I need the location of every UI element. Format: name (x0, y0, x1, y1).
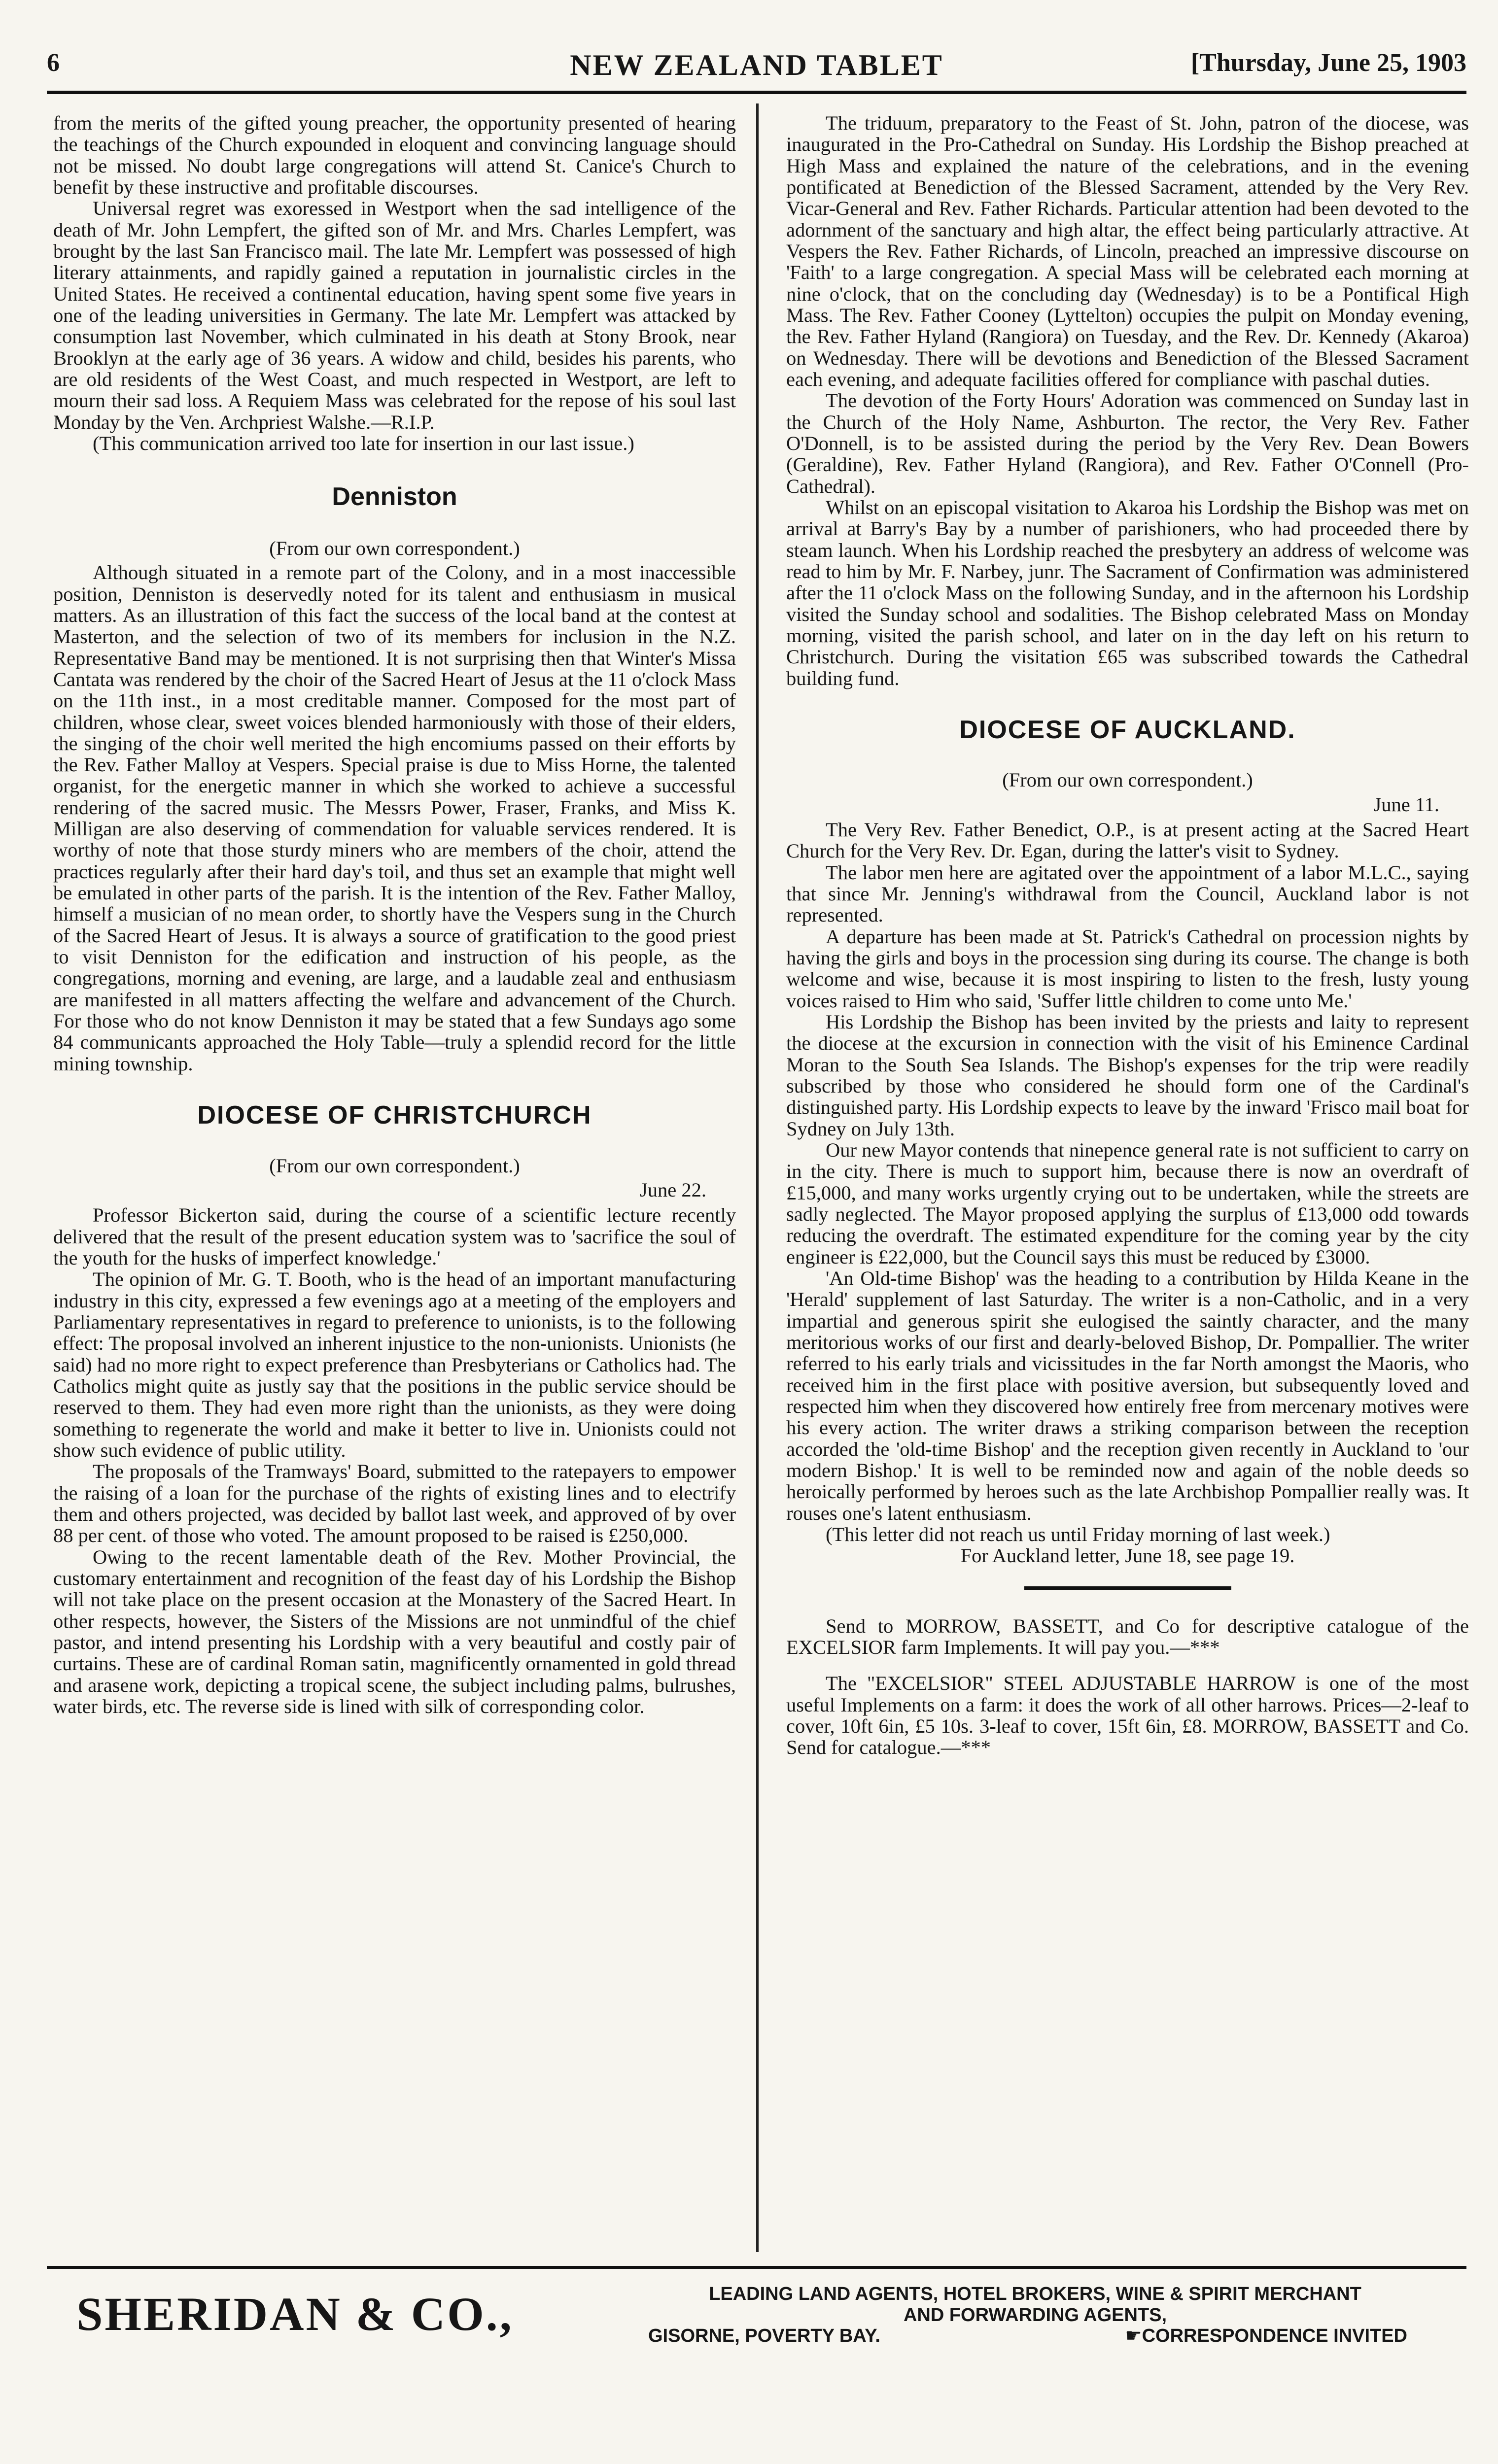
article-paragraph: Whilst on an episcopal visitation to Akaroa his Lordship the Bishop was met on arrival at Barry's Bay by a number of parishioners, who had proceeded there by steam launch. When his Lordship reached the presbytery an address of welcome was read to him by Mr. F. Narbey, junr. The Sacrament of Confirmation was administered after the 11 o'clock Mass on the following Sunday, and in the afternoon his Lordship visited the Sunday school and sodalities. The Bishop celebrated Mass on Monday morning, visited the parish school, and later on in the day left on his return to Christchurch. During the visitation £65 was subscribed towards the Cathedral building fund. (786, 496, 1469, 689)
article-paragraph: Universal regret was exoressed in Westport when the sad intelligence of the death of Mr. John Lempfert, the gifted son of Mr. and Mrs. Charles Lempfert, was brought by the last San Francisco mail. The late Mr. Lempfert was possessed of high literary attainments, and rapidly gained a reputation in journalistic circles in the United States. He received a continental education, having spent some five years in one of the leading universities in Germany. The late Mr. Lempfert was attacked by consumption last November, which culminated in his death at Stony Brook, near Brooklyn at the early age of 36 years. A widow and child, besides his parents, who are old residents of the West Coast, and much respected in Westport, are left to mourn their sad loss. A Requiem Mass was celebrated for the repose of his soul last Monday by the Ven. Archpriest Walshe.—R.I.P. (53, 197, 736, 433)
advertiser-location: GISORNE, POVERTY BAY. (648, 2326, 880, 2347)
dateline: June 22. (640, 1179, 706, 1201)
article-paragraph: The opinion of Mr. G. T. Booth, who is the head of an important manufacturing industry in this city, expressed a few evenings ago at a meeting of the employers and Parliamentary representatives in regard to preference to unionists, is to the following effect: The proposal involved an inherent injustice to the non-unionists. Unionists (he said) had no more right to expect preference than Presbyterians or Catholics had. The Catholics might quite as justly say that the positions in the public service should be reserved to them. They had even more right than the unionists, as they were doing something to regenerate the world and make it better to live in. Unionists could not show such evidence of public utility. (53, 1268, 736, 1461)
header-rule (47, 91, 1466, 94)
correspondent-credit: (From our own correspondent.) (269, 1154, 520, 1177)
dateline: June 11. (1373, 793, 1439, 816)
article-paragraph: The devotion of the Forty Hours' Adoration was commenced on Sunday last in the Church of the Holy Name, Ashburton. The rector, the Very Rev. Father O'Donnell, is to be assisted during the period by the Very Rev. Dean Bowers (Geraldine), Rev. Father Hyland (Rangiora), and Rev. Father O'Connell (Pro-Cathedral). (786, 389, 1469, 497)
masthead-title: NEW ZEALAND TABLET (570, 49, 943, 81)
advertisement-notice: The "EXCELSIOR" STEEL ADJUSTABLE HARROW is one of the most useful Implements on a farm: it does the work of all other harrows. Prices—2-leaf to cover, 10ft 6in, £5 10s. 3-leaf to cover, 15ft 6in, £8. MORROW, BASSETT and Co. Send for catalogue.—*** (786, 1672, 1469, 1759)
section-divider (1024, 1586, 1231, 1590)
section-heading-denniston: Denniston (332, 482, 457, 512)
article-paragraph: A departure has been made at St. Patrick's Cathedral on procession nights by having the girls and boys in the procession sing during its course. The change is both welcome and wise, because it is most inspiring to listen to the fresh, lusty young voices raised to Him who said, 'Suffer little children to come unto Me.' (786, 925, 1469, 1012)
advertiser-name: SHERIDAN & CO., (76, 2288, 514, 2340)
article-paragraph: Although situated in a remote part of the Colony, and in a most inaccessible position, Denniston is deservedly noted for its talent and enthusiasm in musical matters. As an illustration of this fact the success of the local band at the contest at Masterton, and the selection of two of its members for inclusion in the N.Z. Representative Band may be mentioned. It is not surprising then that Winter's Missa Cantata was rendered by the choir of the Sacred Heart of Jesus at the 11 o'clock Mass on the 11th inst., in a most creditable manner. Composed for the most part of children, whose clear, sweet voices blended harmoniously with those of their elders, the singing of the choir well merited the high encomiums passed on their efforts by the Rev. Father Malloy at Vespers. Special praise is due to Miss Horne, the talented organist, for the energetic manner in which she worked to achieve a successful rendering of the sacred music. The Messrs Power, Fraser, Franks, and Miss K. Milligan are also deserving of commendation for valuable services rendered. It is worthy of note that those sturdy miners who are members of the choir, attend the practices regularly after their hard day's toil, and thus set an example that might well be emulated in other parts of the parish. It is the intention of the Rev. Father Malloy, himself a musician of no mean order, to shortly have the Vespers sung in the Church of the Sacred Heart of Jesus. It is always a source of gratification to the good priest to visit Denniston for the edification and instruction of his people, as the congregations, morning and evening, are large, and a laudable zeal and enthusiasm are manifested in all matters affecting the welfare and advancement of the Church. For those who do not know Denniston it may be stated that a few Sundays ago some 84 communicants approached the Holy Table—truly a splendid record for the little mining township. (53, 561, 736, 1075)
article-paragraph: 'An Old-time Bishop' was the heading to a contribution by Hilda Keane in the 'Herald' supplement of last Saturday. The writer is a non-Catholic, and in a very impartial and generous spirit she eulogised the saintly character, and the many meritorious works of our first and dearly-beloved Bishop, Dr. Pompallier. The writer referred to his early trials and vicissitudes in the far North amongst the Maoris, who received him in the first place with positive aversion, but subsequently loved and respected him when they discovered how entirely free from mercenary motives were his every action. The writer draws a striking comparison between the reception accorded the 'old-time Bishop' and the reception given recently in Auckland to 'our modern Bishop.' It is well to be reminded now and again of the noble deeds so heroically performed by heroes such as the late Archbishop Pompallier really was. It rouses one's latent enthusiasm. (786, 1267, 1469, 1524)
correspondent-credit: (From our own correspondent.) (1002, 769, 1253, 791)
advertiser-line-3 (604, 2326, 1466, 2347)
article-paragraph: The triduum, preparatory to the Feast of St. John, patron of the diocese, was inaugurated in the Pro-Cathedral on Sunday. His Lordship the Bishop preached at High Mass and explained the nature of the celebrations, and in the evening pontificated at Benediction of the Blessed Sacrament, attended by the Very Rev. Vicar-General and Rev. Father Richards. Particular attention had been devoted to the adornment of the sanctuary and high altar, the effect being particularly attractive. At Vespers the Rev. Father Richards, of Lincoln, preached an impressive discourse on 'Faith' to a large congregation. A special Mass will be celebrated each morning at nine o'clock, that on the concluding day (Wednesday) is to be a Pontifical High Mass. The Rev. Father Cooney (Lyttelton) occupies the pulpit on Monday evening, the Rev. Father Hyland (Rangiora) on Tuesday, and the Rev. Dr. Kennedy (Akaroa) on Wednesday. There will be devotions and Benediction of the Blessed Sacrament each evening, and adequate facilities offered for compliance with paschal duties. (786, 112, 1469, 390)
article-paragraph: from the merits of the gifted young preacher, the opportunity presented of hearing the teachings of the Church expounded in eloquent and convincing language should not be missed. No doubt large congregations will attend St. Canice's Church to benefit by these instructive and profitable discourses. (53, 112, 736, 198)
article-paragraph: His Lordship the Bishop has been invited by the priests and laity to represent the diocese at the excursion in connection with the visit of his Eminence Cardinal Moran to the South Sea Islands. The Bishop's expenses for the trip were readily subscribed by those who considered he should form one of the Cardinal's distinguished party. His Lordship expects to leave by the inward 'Frisco mail boat for Sydney on July 13th. (786, 1011, 1469, 1140)
page-header (47, 48, 1466, 83)
advertiser-correspondence: ☛CORRESPONDENCE INVITED (1125, 2326, 1407, 2347)
advertiser-details (604, 2284, 1466, 2347)
advertiser-line: AND FORWARDING AGENTS, (903, 2304, 1167, 2326)
article-paragraph: The Very Rev. Father Benedict, O.P., is at present acting at the Sacred Heart Church for the Very Rev. Dr. Egan, during the latter's visit to Sydney. (786, 819, 1469, 862)
article-paragraph: Our new Mayor contends that ninepence general rate is not sufficient to carry on in the city. There is much to support him, because there is now an overdraft of £15,000, and many works urgently crying out to be undertaken, while the streets are sadly neglected. The Mayor proposed applying the surplus of £13,000 odd towards reducing the overdraft. The estimated expenditure for the coming year by the city engineer is £22,000, but the Council says this must be reduced by £3000. (786, 1139, 1469, 1268)
page-number: 6 (47, 49, 60, 77)
article-paragraph: Owing to the recent lamentable death of the Rev. Mother Provincial, the customary entertainment and recognition of the feast day of his Lordship the Bishop will not take place on the present occasion at the Monastery of the Sacred Heart. In other respects, however, the Sisters of the Missions are not unmindful of the chief pastor, and intend presenting his Lordship with a very beautiful and costly pair of curtains. These are of cardinal Roman satin, magnificently ornamented in gold thread and arasene work, depicting a tropical scene, the subject including palms, bulrushes, water birds, etc. The reverse side is lined with silk of corresponding color. (53, 1545, 736, 1717)
left-column (53, 112, 736, 1717)
right-column (786, 112, 1469, 1758)
article-paragraph: Professor Bickerton said, during the course of a scientific lecture recently delivered that the result of the present education system was to 'sacrifice the soul of the youth for the husks of imperfect knowledge.' (53, 1204, 736, 1269)
footer-rule (47, 2266, 1466, 2269)
advertiser-line: LEADING LAND AGENTS, HOTEL BROKERS, WINE & SPIRIT MERCHANT (709, 2284, 1361, 2304)
cross-reference-note: For Auckland letter, June 18, see page 19. (960, 1544, 1295, 1567)
article-paragraph: The labor men here are agitated over the appointment of a labor M.L.C., saying that since Mr. Jenning's withdrawal from the Council, Auckland labor is not represented. (786, 861, 1469, 926)
advertisement-notice: Send to MORROW, BASSETT, and Co for descriptive catalogue of the EXCELSIOR farm Implements. It will pay you.—*** (786, 1614, 1469, 1658)
correspondent-credit: (From our own correspondent.) (269, 537, 520, 559)
column-divider (756, 103, 759, 2252)
article-paragraph: (This letter did not reach us until Friday morning of last week.) (826, 1523, 1330, 1545)
article-paragraph: The proposals of the Tramways' Board, submitted to the ratepayers to empower the raising of a loan for the purchase of the rights of existing lines and to electrify them and others projected, was decided by ballot last week, and approved of by over 88 per cent. of those who voted. The amount proposed to be raised is £250,000. (53, 1460, 736, 1547)
footer-advertisement (47, 2281, 1466, 2360)
issue-date: [Thursday, June 25, 1903 (1190, 49, 1466, 77)
section-heading-auckland: DIOCESE OF AUCKLAND. (959, 715, 1296, 744)
section-heading-christchurch: DIOCESE OF CHRISTCHURCH (197, 1101, 592, 1130)
article-paragraph: (This communication arrived too late for insertion in our last issue.) (93, 432, 634, 454)
